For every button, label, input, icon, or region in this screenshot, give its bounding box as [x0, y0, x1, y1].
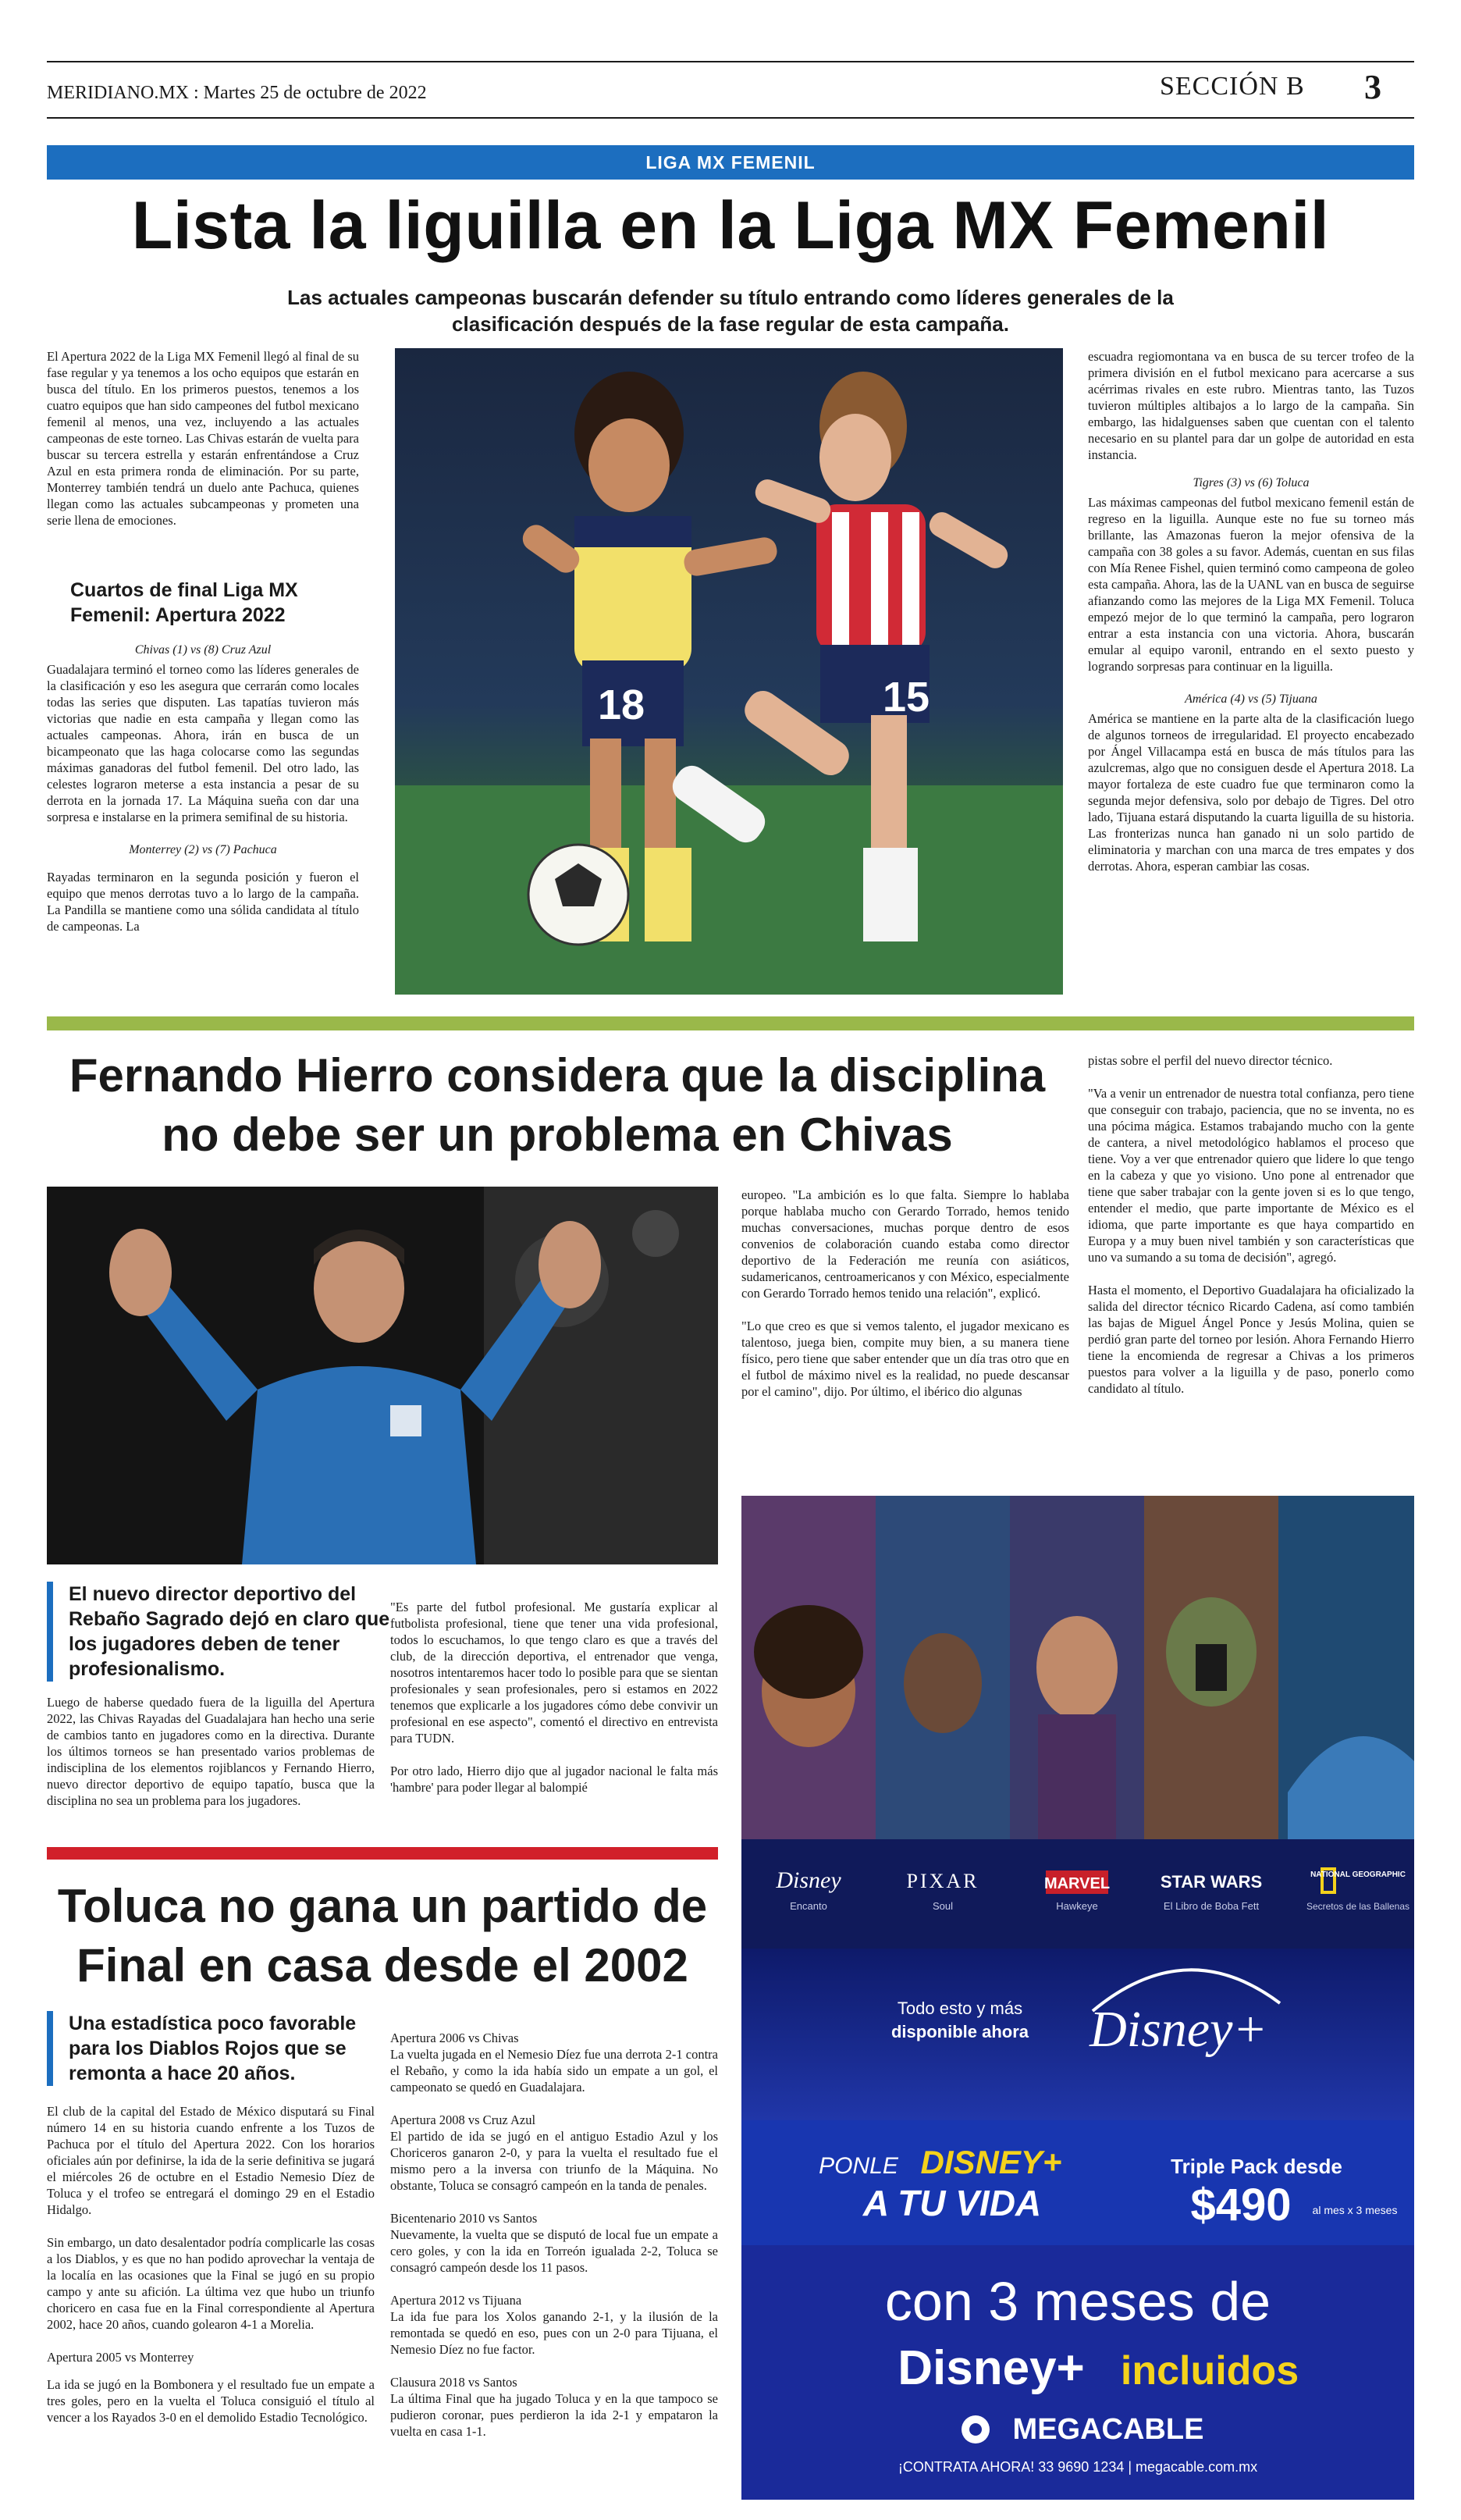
svg-text:El Libro de Boba Fett: El Libro de Boba Fett [1163, 1900, 1260, 1912]
jersey-number: 18 [597, 682, 645, 728]
ad-price-suffix: al mes x 3 meses [1312, 2204, 1398, 2216]
match-text: Las máximas campeonas del futbol mexicano femenil están de regreso en la liguilla. Aunque este no fue su torneo más brillante, las Amazonas fueron la mejor ofensiva de la campaña con 38 goles a su favor. Además, cuentan en sus filas con Mía Renee Fishel, quien terminó como campeona de goleo esta campaña. Ahora, las de la UANL van en busca de seguirse afianzando como las mejores de la Liga MX Femenil. Toluca empezó mejor de lo que terminó la campaña, pero lograron entrar a esta instancia con una victoria. Ahora, buscarán emular al equipo varonil, entrando en el sexto puesto y logrando sorpresas para continuar en la liguilla. [1088, 495, 1414, 674]
final-text: Nuevamente, la vuelta que se disputó de local fue un empate a cero goles, y con la ida en Torreón igualada 2-2, Toluca se consagró campeón desde los 11 pasos. [390, 2227, 718, 2275]
svg-text:Hawkeye: Hawkeye [1056, 1900, 1098, 1912]
article1-column-3 [1088, 348, 1414, 891]
jersey-number: 15 [882, 674, 930, 721]
ad-contrata: ¡CONTRATA AHORA! 33 9690 1234 | megacable.com.mx [898, 2459, 1258, 2475]
match-text: América se mantiene en la parte alta de la clasificación luego de algunos torneos de irregularidad. El proyecto encabezado por Ángel Villacampa está en busca de más títulos para las azulcremas, algo que no consiguen desde el Apertura 2018. La mayor fortaleza de este cuadro fue que terminaron como la segunda mejor defensiva, solo por debajo de Tigres. Del otro lado, Tijuana estará disputando la cuarta liguilla de su historia. Las fronterizas nunca han ganado ni un solo partido de eliminatoria y marchan con una marca de tres empates y dos derrotas. Ahora, esperan cambiar las cosas. [1088, 711, 1414, 874]
match-subhead: América (4) vs (5) Tijuana [1185, 692, 1317, 706]
cuartos-title: Cuartos de final Liga MX Femenil: Apertura 2022 [70, 579, 298, 626]
masthead-rule [47, 117, 1414, 119]
article1-column-1-lower [47, 642, 359, 951]
photo-femenil-match [395, 348, 1063, 995]
final-text: La ida se jugó en la Bombonera y el resultado fue un empate a tres goles, pero en la vuelta el Toluca consiguió el título al vencer a los Rayados 3-0 en el demolido Estadio Tecnológico. [47, 2377, 375, 2425]
svg-text:Encanto: Encanto [790, 1900, 827, 1912]
section-divider-green [47, 1016, 1414, 1030]
final-text: La vuelta jugada en el Nemesio Díez fue una derrota 2-1 contra el Rebaño, y como la ida había sido un empate a un gol, el campeonato se quedó en Guadalajara. [390, 2047, 718, 2095]
caption-toluca: Una estadística poco favorable para los Diablos Rojos que se remonta a hace 20 años. [47, 2011, 396, 2086]
article2-column-4 [1088, 1052, 1414, 1413]
kicker-bar: LIGA MX FEMENIL [47, 145, 1414, 180]
section-divider-red [47, 1847, 718, 1860]
article2-p5: "Lo que creo es que si vemos talento, el jugador mexicano es talentoso, juega bien, compite muy bien, a su manera tiene físico, pero tiene que saber entender que un día tras otro que en el futbol de máximo nivel es la realidad, no puede descansar por el camino", dijo. Por último, el ibérico dio algunas [741, 1319, 1069, 1399]
disney-plus-logo: Disney+ [1090, 2001, 1267, 2058]
col3-text: escuadra regiomontana va en busca de su tercer trofeo de la primera división en el futbol mexicano para acercarse a sus acérrimas rivales en este rubro. Mientras tanto, las Tuzos tuvieron múltiples altibajos a lo largo de la campaña. Sin embargo, las hidalguenses saben que cuentan con el talento necesario en su plantel para dar un golpe de autoridad en esta instancia. [1088, 349, 1414, 462]
caption-hierro: El nuevo director deportivo del Rebaño Sagrado dejó en claro que los jugadores deben de tener profesionalismo. [47, 1582, 396, 1682]
final-heading: Bicentenario 2010 vs Santos [390, 2211, 538, 2226]
photo-fernando-hierro [47, 1187, 718, 1564]
ad-incluidos: incluidos [1120, 2348, 1299, 2394]
final-text: La última Final que ha jugado Toluca y en la que tampoco se pudieron coronar, pues perdieron la ida 2-1 y empataron la vuelta en casa 1-1. [390, 2391, 718, 2439]
ad-ponle: PONLE [819, 2153, 898, 2179]
section-label: SECCIÓN B [1160, 72, 1305, 101]
article3-column-2 [390, 2030, 718, 2456]
svg-text:MEGACABLE: MEGACABLE [1012, 2413, 1204, 2446]
svg-text:Soul: Soul [932, 1900, 954, 1912]
article3-column-1 [47, 2103, 375, 2442]
article2-p4: europeo. "La ambición es lo que falta. Siempre lo hablaba porque hablaba mucho con Gerardo Torrado, hemos tenido muchas conversaciones, muchas porque dentro de esos convenios de colaboración cuando estaba como director deportivo de la Federación me reunía con asiáticos, sudamericanos, centroamericanos y con México, especialmente con Gerardo Torrado hemos tenido una relación", explicó. [741, 1187, 1069, 1301]
article2-column-3 [741, 1187, 1069, 1416]
ad-ponle-brand: DISNEY+ [920, 2144, 1062, 2180]
final-text: La ida fue para los Xolos ganando 2-1, y la ilusión de la remontada se quedó en eso, pues con un 2-0 para Tijuana, el Nemesio Díez no fue factor. [390, 2309, 718, 2357]
article2-column-1 [47, 1694, 375, 1825]
svg-text:STAR WARS: STAR WARS [1160, 1872, 1263, 1892]
article3-p2: Sin embargo, un dato desalentador podría complicarle las cosas a los Diablos, y es que no han podido aprovechar la ventaja de la localía en las ocasiones que la Final se jugó en su propio campo y ante su afición. La última vez que hubo un triunfo choricero en casa fue en la Final correspondiente al Apertura 2002, hace 20 años, cuando golearon 4-1 a Morelia. [47, 2235, 375, 2332]
ad-con-3-meses: con 3 meses de [884, 2271, 1271, 2332]
dek-liga-mx-femenil: Las actuales campeonas buscarán defender su título entrando como líderes generales de la clasificación después de la fase regular de esta campaña. [287, 286, 1174, 336]
article2-p2: "Es parte del futbol profesional. Me gustaría explicar al futbolista profesional, tiene que tener una vida profesional, todos lo escuchamos, lo que tengo claro es que a través del club, de la dirección deportiva, el entrenador que venga, nosotros intentaremos hacer todo lo posible para que se sientan profesionales y sean profesionales, pero si estamos en 2022 tenemos que explicarle a los jugadores cómo debe convivir un profesional en ese aspecto", comentó el directivo en entrevista para TUDN. [390, 1600, 718, 1746]
top-rule [47, 61, 1414, 62]
advertisement-disney-megacable[interactable] [741, 1496, 1414, 2500]
svg-text:NATIONAL GEOGRAPHIC: NATIONAL GEOGRAPHIC [1310, 1870, 1406, 1879]
svg-text:PIXAR: PIXAR [906, 1870, 979, 1892]
article2-p3: Por otro lado, Hierro dijo que al jugador nacional le falta más 'hambre' para poder llegar al balompié [390, 1764, 718, 1795]
match-subhead: Monterrey (2) vs (7) Pachuca [129, 843, 277, 856]
article3-p1: El club de la capital del Estado de México disputará su Final número 14 en su historia cuando enfrente a los Tuzos de Pachuca por el título del Apertura 2022. Con los horarios oficiales aún por definirse, la ida de la serie definitiva se jugará el miércoles 26 de octubre en el Estadio Nemesio Díez de Toluca y el trofeo se entregará el domingo 29 en el Estadio Hidalgo. [47, 2104, 375, 2217]
ad-available-line2: disponible ahora [890, 2022, 1029, 2041]
page-number: 3 [1364, 68, 1381, 106]
article2-p8: Hasta el momento, el Deportivo Guadalajara ha oficializado la salida del director técnico Ricardo Cadena, así como también las bajas de Miguel Ángel Ponce y Jesús Molina, quien se perdió gran parte del torneo por lesión. Ahora Fernando Hierro tiene la encomienda de regresar a Chivas a los primeros puestos para volver a la liguilla y de paso, ponerlo como candidato al título. [1088, 1283, 1414, 1396]
match-subhead: Tigres (3) vs (6) Toluca [1193, 476, 1310, 489]
headline-hierro: Fernando Hierro considera que la disciplina no debe ser un problema en Chivas [69, 1049, 1046, 1161]
svg-text:Disney: Disney [776, 1867, 841, 1893]
soccer-ball-icon [528, 845, 628, 945]
headline-liga-mx-femenil: Lista la liguilla en la Liga MX Femenil [131, 188, 1330, 263]
final-heading: Apertura 2008 vs Cruz Azul [390, 2112, 536, 2127]
match-text: Rayadas terminaron en la segunda posición y fueron el equipo que menos derrotas tuvo a lo largo de la campaña. La Pandilla se mantiene como una sólida candidata al título de campeonas. La [47, 870, 359, 934]
article2-column-2 [390, 1599, 718, 1812]
ad-available-line1: Todo esto y más [897, 1999, 1023, 2018]
svg-text:Secretos de las Ballenas: Secretos de las Ballenas [1306, 1901, 1410, 1912]
ad-disney-incluidos-brand: Disney+ [898, 2341, 1085, 2395]
article2-p6: pistas sobre el perfil del nuevo director técnico. [1088, 1053, 1333, 1068]
ad-price: $490 [1190, 2180, 1292, 2230]
masthead-date: MERIDIANO.MX : Martes 25 de octubre de 2022 [47, 83, 427, 103]
match-subhead: Chivas (1) vs (8) Cruz Azul [134, 643, 272, 657]
ad-a-tu-vida: A TU VIDA [862, 2183, 1042, 2223]
final-heading: Clausura 2018 vs Santos [390, 2375, 517, 2390]
final-text: El partido de ida se jugó en el antiguo Estadio Azul y los Choriceros ganaron 2-0, y para la vuelta el resultado fue el mismo pero a la inversa con triunfo de la Máquina. No obstante, Toluca se consagró campeón en la tanda de penales. [390, 2129, 718, 2193]
headline-toluca: Toluca no gana un partido de Final en casa desde el 2002 [57, 1880, 708, 1991]
final-heading: Apertura 2012 vs Tijuana [390, 2293, 522, 2308]
article2-p7: "Va a venir un entrenador de nuestra total confianza, pero tiene que conseguir con trabajo, paciencia, que no se inventa, no es una pócima mágica. Estamos trabajando mucho con la gente de cantera, a nivel metodológico hablamos el proceso que tiene. Voy a ver que entrenador quiero que lidere lo que tengo en la cabeza y que yo visiono. Uno pone al entrenador que tiene que saber trabajar con la gente joven si es lo que tengo, entender el medio, que parte importante de México es el idioma, que parte importante es que haya compartido en Europa y a muy buen nivel también y son características que uno va sumando a su toma de decisión", agregó. [1088, 1086, 1414, 1265]
svg-text:MARVEL: MARVEL [1043, 1875, 1111, 1892]
article1-intro: El Apertura 2022 de la Liga MX Femenil llegó al final de su fase regular y ya tenemos a los ocho equipos que estarán en busca del título. En los primeros puestos, tenemos a los cuatro equipos que han sido campeones del futbol mexicano femenil al menos, una vez, incluyendo a las actuales campeonas de este torneo. Las Chivas estarán de vuelta para buscar su tercera estrella y estarán enfrentándose a Cruz Azul en esta primera ronda de eliminación. Por su parte, Monterrey también tendrá un duelo ante Pachuca, quienes llegan como las actuales subcampeonas y prometen una serie llena de emociones. [47, 349, 359, 528]
final-heading: Apertura 2006 vs Chivas [390, 2031, 519, 2045]
final-heading: Apertura 2005 vs Monterrey [47, 2350, 194, 2365]
article1-column-1 [47, 348, 359, 545]
article2-p1: Luego de haberse quedado fuera de la liguilla del Apertura 2022, las Chivas Rayadas del Guadalajara han hecho una serie de cambios tanto en jugadores como en la directiva. Durante los últimos torneos se han presentado varios problemas de indisciplina de los elementos rojiblancos y Fernando Hierro, nuevo director deportivo de equipo tapatío, busca que la disciplina no sea un problema para los jugadores. [47, 1695, 375, 1808]
match-text: Guadalajara terminó el torneo como las líderes generales de la clasificación y eso les asegura que cerrarán como locales todas las series que disputen. Las tapatías tuvieron más victorias que nadie en esta campaña y llegan como las actuales campeonas. Ahora, irán en busca de un bicampeonato que las haga colocarse como las segundas máximas ganadoras del futbol femenil. Del otro lado, las celestes lograron meterse a esta instancia a pesar de su derrota en la jornada 17. La Máquina sueña con dar una sorpresa e instalarse en la primera semifinal de su historia. [47, 662, 359, 824]
ad-triple-pack: Triple Pack desde [1171, 2155, 1342, 2178]
